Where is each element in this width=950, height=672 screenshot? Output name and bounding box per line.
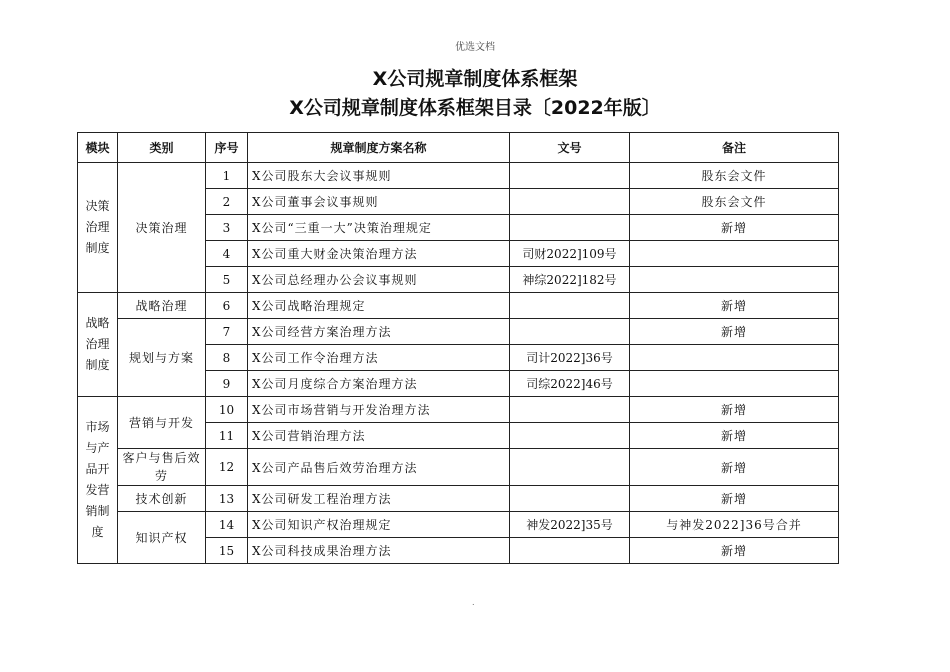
table-row xyxy=(78,293,839,319)
category-cell: 战略治理 xyxy=(118,293,206,319)
module-cell: 决策治理制度 xyxy=(78,163,118,293)
table-row xyxy=(78,319,839,345)
category-cell: 客户与售后效劳 xyxy=(118,449,206,486)
row-name: X公司重大财金决策治理方法 xyxy=(248,241,510,267)
row-doc: 司财2022]109号 xyxy=(510,241,630,267)
row-name: X公司月度综合方案治理方法 xyxy=(248,371,510,397)
table-header-row xyxy=(78,133,839,163)
header-doc-number: 文号 xyxy=(510,133,630,163)
category-cell: 规划与方案 xyxy=(118,319,206,397)
category-cell: 决策治理 xyxy=(118,163,206,293)
footer-mark: . xyxy=(472,598,475,607)
row-number: 1 xyxy=(206,163,248,189)
row-doc xyxy=(510,215,630,241)
document-subtitle: X公司规章制度体系框架目录〔2022年版〕 xyxy=(289,97,661,119)
row-number: 4 xyxy=(206,241,248,267)
row-name: X公司总经理办公会议事规则 xyxy=(248,267,510,293)
row-number: 7 xyxy=(206,319,248,345)
row-name: X公司董事会议事规则 xyxy=(248,189,510,215)
table-row xyxy=(78,163,839,189)
row-note xyxy=(630,371,839,397)
category-cell: 知识产权 xyxy=(118,512,206,564)
category-cell: 技术创新 xyxy=(118,486,206,512)
row-number: 6 xyxy=(206,293,248,319)
row-name: X公司股东大会议事规则 xyxy=(248,163,510,189)
row-note: 新增 xyxy=(630,319,839,345)
row-number: 3 xyxy=(206,215,248,241)
category-cell: 营销与开发 xyxy=(118,397,206,449)
row-number: 9 xyxy=(206,371,248,397)
row-number: 14 xyxy=(206,512,248,538)
row-name: X公司工作令治理方法 xyxy=(248,345,510,371)
table-row xyxy=(78,397,839,423)
row-doc: 司计2022]36号 xyxy=(510,345,630,371)
regulation-table xyxy=(77,132,839,564)
row-name: X公司战略治理规定 xyxy=(248,293,510,319)
row-note: 新增 xyxy=(630,397,839,423)
row-name: X公司研发工程治理方法 xyxy=(248,486,510,512)
row-doc xyxy=(510,449,630,486)
header-module: 模块 xyxy=(78,133,118,163)
document-title: X公司规章制度体系框架 xyxy=(372,68,578,90)
row-doc xyxy=(510,319,630,345)
row-note: 新增 xyxy=(630,423,839,449)
row-number: 10 xyxy=(206,397,248,423)
row-doc: 神发2022]35号 xyxy=(510,512,630,538)
row-name: X公司知识产权治理规定 xyxy=(248,512,510,538)
header-category: 类别 xyxy=(118,133,206,163)
table-row xyxy=(78,486,839,512)
row-number: 2 xyxy=(206,189,248,215)
row-doc xyxy=(510,423,630,449)
row-doc: 神综2022]182号 xyxy=(510,267,630,293)
row-doc xyxy=(510,163,630,189)
row-name: X公司“三重一大”决策治理规定 xyxy=(248,215,510,241)
row-number: 12 xyxy=(206,449,248,486)
row-note: 新增 xyxy=(630,215,839,241)
header-number: 序号 xyxy=(206,133,248,163)
row-note: 股东会文件 xyxy=(630,163,839,189)
row-note: 新增 xyxy=(630,449,839,486)
row-note: 新增 xyxy=(630,293,839,319)
row-number: 13 xyxy=(206,486,248,512)
row-doc xyxy=(510,189,630,215)
row-note: 新增 xyxy=(630,538,839,564)
row-note: 股东会文件 xyxy=(630,189,839,215)
row-doc xyxy=(510,486,630,512)
row-name: X公司经营方案治理方法 xyxy=(248,319,510,345)
table-row xyxy=(78,449,839,486)
row-name: X公司营销治理方法 xyxy=(248,423,510,449)
row-doc xyxy=(510,397,630,423)
row-doc: 司综2022]46号 xyxy=(510,371,630,397)
header-note: 备注 xyxy=(630,133,839,163)
row-name: X公司市场营销与开发治理方法 xyxy=(248,397,510,423)
header-name: 规章制度方案名称 xyxy=(248,133,510,163)
table-row xyxy=(78,512,839,538)
row-note xyxy=(630,345,839,371)
row-note: 新增 xyxy=(630,486,839,512)
row-number: 8 xyxy=(206,345,248,371)
row-name: X公司产品售后效劳治理方法 xyxy=(248,449,510,486)
row-number: 15 xyxy=(206,538,248,564)
row-doc xyxy=(510,538,630,564)
row-number: 11 xyxy=(206,423,248,449)
header-note: 优选文档 xyxy=(455,42,495,53)
row-note: 与神发2022]36号合并 xyxy=(630,512,839,538)
module-cell: 市场与产品开发营销制度 xyxy=(78,397,118,564)
row-note xyxy=(630,267,839,293)
row-number: 5 xyxy=(206,267,248,293)
row-note xyxy=(630,241,839,267)
row-name: X公司科技成果治理方法 xyxy=(248,538,510,564)
row-doc xyxy=(510,293,630,319)
module-cell: 战略治理制度 xyxy=(78,293,118,397)
